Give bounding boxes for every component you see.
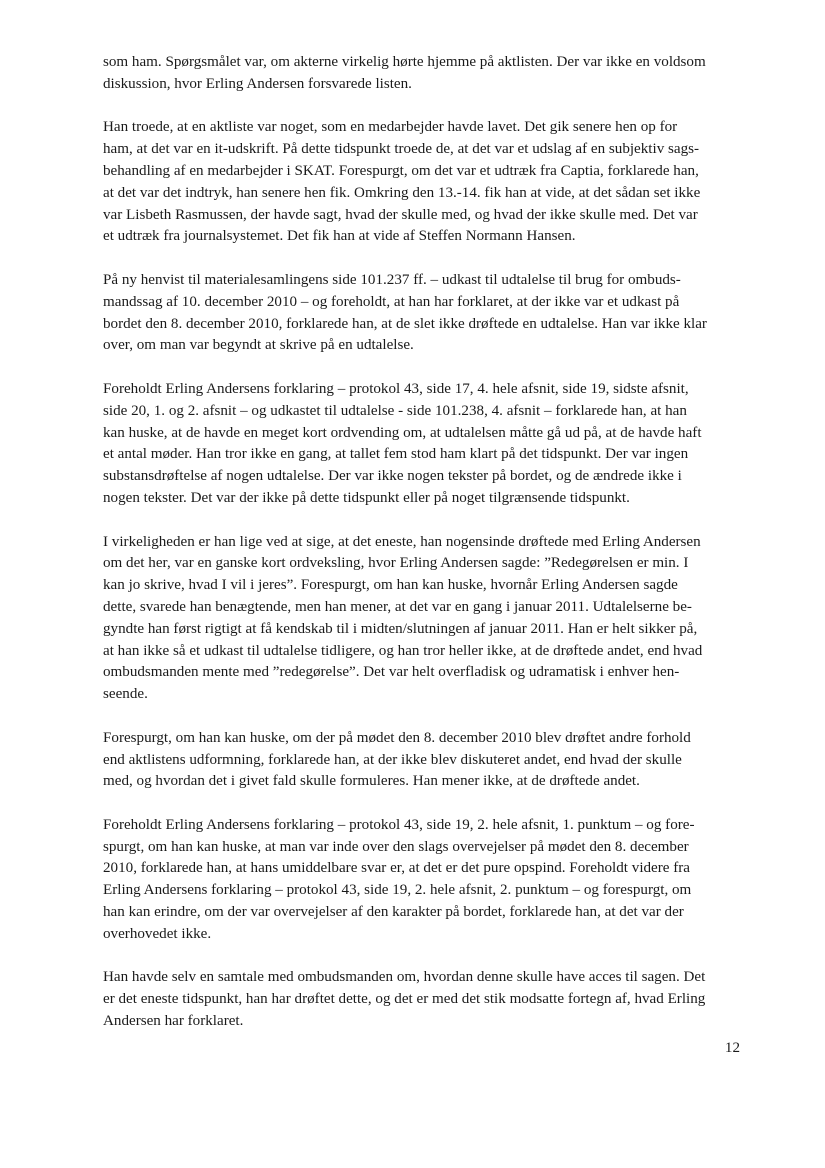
text-line: Foreholdt Erling Andersens forklaring – protokol 43, side 17, 4. hele afsnit, side 19, sidste afsnit, (103, 380, 689, 397)
text-line: spurgt, om han kan huske, at man var inde over den slags overvejelser på mødet den 8. december (103, 838, 689, 855)
text-line: Andersen har forklaret. (103, 1013, 244, 1030)
text-line: diskussion, hvor Erling Andersen forsvarede listen. (103, 75, 412, 92)
text-line: at han ikke så et udkast til udtalelse tidligere, og han tror heller ikke, at de drøftede andet, end hvad (103, 642, 703, 659)
text-line: et udtræk fra journalsystemet. Det fik han at vide af Steffen Normann Hansen. (103, 228, 576, 245)
text-line: over, om man var begyndt at skrive på en udtalelse. (103, 337, 414, 354)
paragraph (103, 270, 743, 357)
paragraph (103, 532, 743, 706)
paragraph (103, 815, 743, 946)
paragraph (103, 728, 743, 793)
paragraph (103, 117, 743, 248)
text-line: bordet den 8. december 2010, forklarede han, at de slet ikke drøftede en udtalelse. Han var ikke klar (103, 315, 707, 332)
text-line: seende. (103, 686, 148, 703)
paragraph (103, 379, 743, 510)
text-line: et antal møder. Han tror ikke en gang, at tallet fem stod ham klart på det tidspunkt. Der var ingen (103, 446, 689, 463)
text-line: var Lisbeth Rasmussen, der havde sagt, hvad der skulle med, og hvad der ikke skulle med. Det var (103, 206, 698, 223)
text-line: side 20, 1. og 2. afsnit – og udkastet til udtalelse - side 101.238, 4. afsnit – forklarede han, at han (103, 402, 687, 419)
text-line: Foreholdt Erling Andersens forklaring – protokol 43, side 19, 2. hele afsnit, 1. punktum – og fore- (103, 816, 695, 833)
text-line: overhovedet ikke. (103, 925, 212, 942)
text-line: at det var det indtryk, han senere hen fik. Omkring den 13.-14. fik han at vide, at det sådan set ikke (103, 184, 701, 201)
text-line: med, og hvordan det i givet fald skulle formuleres. Han mener ikke, at de drøftede andet. (103, 773, 640, 790)
text-line: kan huske, at de havde en meget kort ordvending om, at udtalelsen måtte gå ud på, at de havde haft (103, 424, 702, 441)
text-line: I virkeligheden er han lige ved at sige, at det eneste, han nogensinde drøftede med Erling Andersen (103, 533, 701, 550)
text-line: om det her, var en ganske kort ordveksling, hvor Erling Andersen sagde: ”Redegørelsen er min. I (103, 555, 689, 572)
text-line: nogen tekster. Det var der ikke på dette tidspunkt eller på noget tilgrænsende tidspunkt. (103, 489, 630, 506)
text-line: mandssag af 10. december 2010 – og foreholdt, at han har forklaret, at der ikke var et udkast på (103, 293, 680, 310)
text-line: behandling af en medarbejder i SKAT. Forespurgt, om det var et udtræk fra Captia, forklarede han, (103, 162, 699, 179)
text-line: Han havde selv en samtale med ombudsmanden om, hvordan denne skulle have acces til sagen. Det (103, 969, 706, 986)
text-line: ombudsmanden mente med ”redegørelse”. Det var helt overfladisk og udramatisk i enhver hen- (103, 664, 680, 681)
text-line: gyndte han først rigtigt at få kendskab til i midten/slutningen af januar 2011. Han er helt sikker på, (103, 620, 698, 637)
text-line: På ny henvist til materialesamlingens side 101.237 ff. – udkast til udtalelse til brug for ombuds- (103, 271, 681, 288)
text-line: Forespurgt, om han kan huske, om der på mødet den 8. december 2010 blev drøftet andre forhold (103, 729, 691, 746)
text-line: er det eneste tidspunkt, han har drøftet dette, og det er med det stik modsatte fortegn af, hvad Erling (103, 991, 706, 1008)
text-line: som ham. Spørgsmålet var, om akterne virkelig hørte hjemme på aktlisten. Der var ikke en voldsom (103, 54, 706, 70)
text-line: Han troede, at en aktliste var noget, som en medarbejder havde lavet. Det gik senere hen op for (103, 119, 678, 136)
text-line: Erling Andersens forklaring – protokol 43, side 19, 2. hele afsnit, 2. punktum – og forespurgt, om (103, 882, 692, 899)
text-line: 2010, forklarede han, at hans umiddelbare svar er, at det er det pure opspind. Foreholdt videre fra (103, 860, 691, 877)
paragraph (103, 967, 743, 1032)
text-line: han kan erindre, om der var overvejelser af den karakter på bordet, forklarede han, at det var der (103, 904, 684, 921)
text-line: kan jo skrive, hvad I vil i jeres”. Forespurgt, om han kan huske, hvornår Erling Andersen sagde (103, 577, 678, 594)
page-number: 12 (724, 1040, 740, 1056)
paragraph (103, 52, 743, 96)
text-line: substansdrøftelse af nogen udtalelse. Der var ikke nogen tekster på bordet, og de ændrede ikke i (103, 468, 682, 485)
text-line: ham, at det var en it-udskrift. På dette tidspunkt troede de, at det var et udslag af en subjektiv sags- (103, 141, 700, 158)
text-line: end aktlistens udformning, forklarede han, at der ikke blev diskuteret andet, end hvad der skulle (103, 751, 682, 768)
document-body (103, 52, 743, 1055)
text-line: dette, svarede han benægtende, men han mener, at det var en gang i januar 2011. Udtalelserne be- (103, 598, 692, 615)
